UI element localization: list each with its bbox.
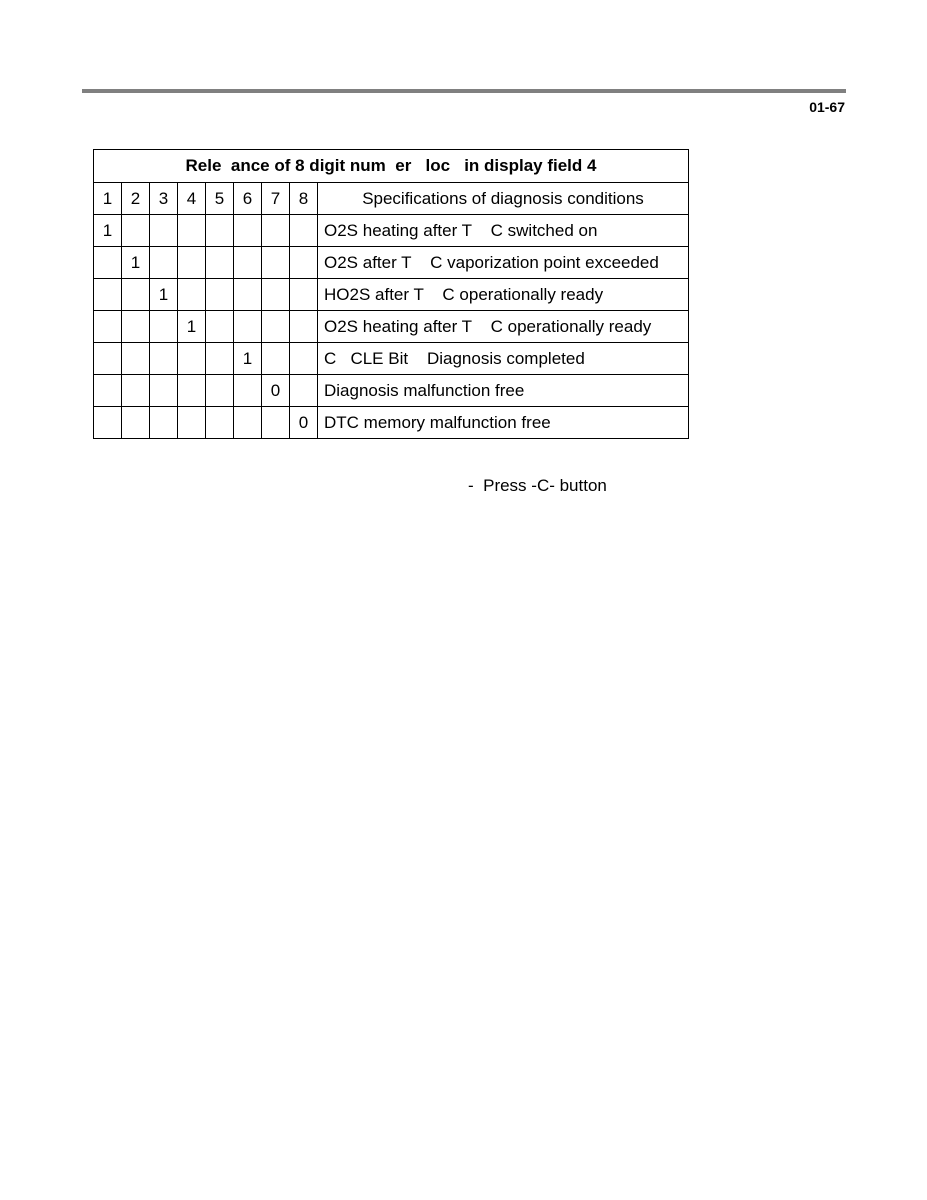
digit-cell-6 (234, 215, 262, 247)
table-row (94, 247, 689, 279)
digit-cell-2 (122, 215, 150, 247)
table-row (94, 311, 689, 343)
column-header-7: 7 (262, 183, 290, 215)
digit-cell-8 (290, 279, 318, 311)
page-number: 01-67 (809, 99, 845, 115)
spec-cell: O2S heating after T C operationally ready (318, 311, 689, 343)
digit-cell-5 (206, 311, 234, 343)
digit-cell-4 (178, 343, 206, 375)
digit-cell-4 (178, 407, 206, 439)
digit-cell-7 (262, 247, 290, 279)
table-row (94, 343, 689, 375)
digit-cell-7 (262, 279, 290, 311)
digit-cell-5 (206, 215, 234, 247)
digit-cell-1 (94, 407, 122, 439)
digit-cell-2 (122, 279, 150, 311)
digit-cell-6 (234, 247, 262, 279)
column-header-5: 5 (206, 183, 234, 215)
digit-cell-1 (94, 375, 122, 407)
digit-cell-6 (234, 407, 262, 439)
table-title-row (94, 150, 689, 183)
spec-cell: O2S heating after T C switched on (318, 215, 689, 247)
digit-cell-2 (122, 407, 150, 439)
digit-cell-5 (206, 375, 234, 407)
table-header-row (94, 183, 689, 215)
diagnosis-table (93, 149, 689, 439)
header-rule (82, 89, 846, 93)
digit-cell-3 (150, 247, 178, 279)
digit-cell-4 (178, 215, 206, 247)
digit-cell-6: 1 (234, 343, 262, 375)
digit-cell-6 (234, 375, 262, 407)
digit-cell-3: 1 (150, 279, 178, 311)
digit-cell-5 (206, 343, 234, 375)
digit-cell-4 (178, 375, 206, 407)
table-row (94, 279, 689, 311)
digit-cell-8 (290, 247, 318, 279)
column-header-4: 4 (178, 183, 206, 215)
digit-cell-3 (150, 375, 178, 407)
digit-cell-4 (178, 279, 206, 311)
digit-cell-4: 1 (178, 311, 206, 343)
digit-cell-8 (290, 215, 318, 247)
spec-cell: DTC memory malfunction free (318, 407, 689, 439)
digit-cell-2 (122, 375, 150, 407)
digit-cell-5 (206, 407, 234, 439)
digit-cell-1 (94, 279, 122, 311)
spec-cell: O2S after T C vaporization point exceeded (318, 247, 689, 279)
digit-cell-1: 1 (94, 215, 122, 247)
column-header-2: 2 (122, 183, 150, 215)
column-header-3: 3 (150, 183, 178, 215)
digit-cell-2 (122, 343, 150, 375)
digit-cell-3 (150, 343, 178, 375)
digit-cell-3 (150, 215, 178, 247)
digit-cell-8 (290, 311, 318, 343)
digit-cell-7 (262, 407, 290, 439)
digit-cell-7 (262, 343, 290, 375)
spec-column-header: Specifications of diagnosis conditions (318, 183, 689, 215)
digit-cell-8 (290, 375, 318, 407)
spec-cell: Diagnosis malfunction free (318, 375, 689, 407)
column-header-1: 1 (94, 183, 122, 215)
digit-cell-7: 0 (262, 375, 290, 407)
digit-cell-2 (122, 311, 150, 343)
digit-cell-7 (262, 215, 290, 247)
spec-cell: C CLE Bit Diagnosis completed (318, 343, 689, 375)
table-row (94, 375, 689, 407)
digit-cell-8 (290, 343, 318, 375)
digit-cell-4 (178, 247, 206, 279)
table-row (94, 215, 689, 247)
table-row (94, 407, 689, 439)
digit-cell-6 (234, 279, 262, 311)
digit-cell-3 (150, 407, 178, 439)
digit-cell-1 (94, 247, 122, 279)
table-title: Rele ance of 8 digit num er loc in display field 4 (94, 150, 689, 183)
digit-cell-6 (234, 311, 262, 343)
column-header-8: 8 (290, 183, 318, 215)
spec-cell: HO2S after T C operationally ready (318, 279, 689, 311)
column-header-6: 6 (234, 183, 262, 215)
digit-cell-7 (262, 311, 290, 343)
digit-cell-5 (206, 279, 234, 311)
digit-cell-5 (206, 247, 234, 279)
instruction-text: - Press -C- button (468, 476, 607, 495)
digit-cell-1 (94, 311, 122, 343)
digit-cell-2: 1 (122, 247, 150, 279)
digit-cell-1 (94, 343, 122, 375)
digit-cell-8: 0 (290, 407, 318, 439)
digit-cell-3 (150, 311, 178, 343)
